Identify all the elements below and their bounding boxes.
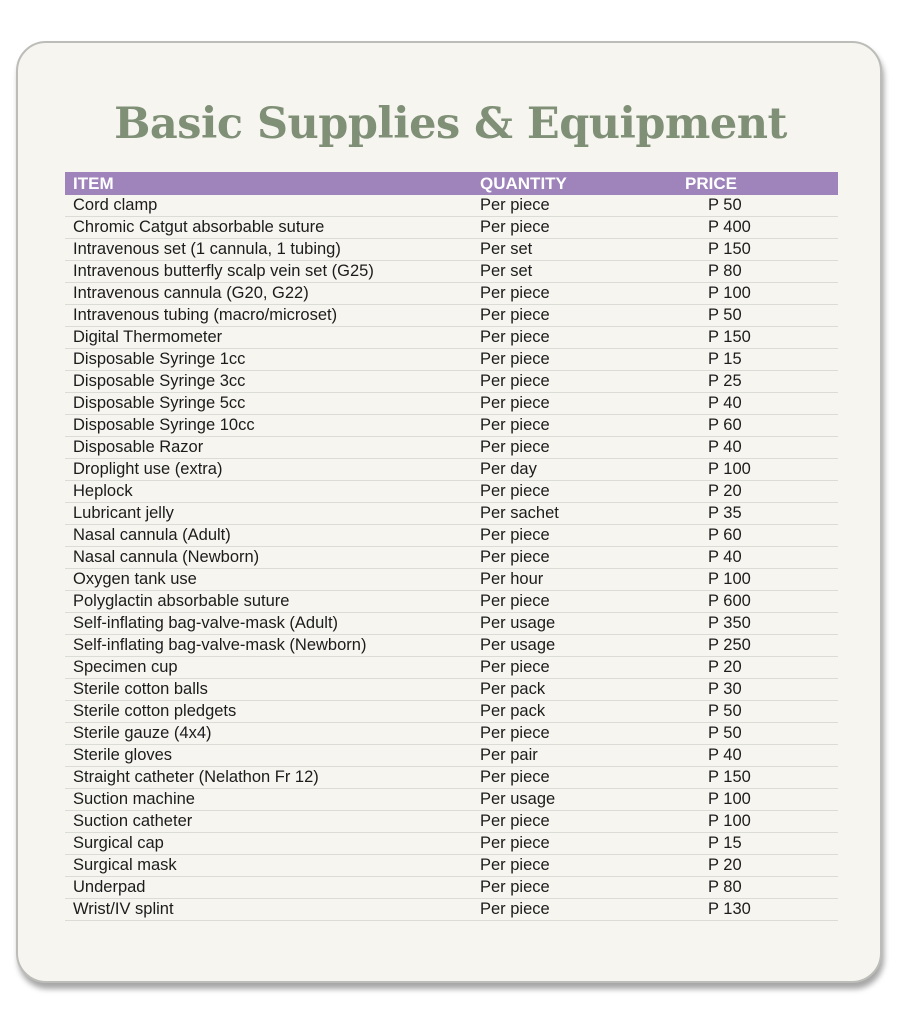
item-cell: Self-inflating bag-valve-mask (Newborn): [65, 635, 473, 657]
item-cell: Intravenous set (1 cannula, 1 tubing): [65, 239, 473, 261]
quantity-cell: Per piece: [473, 547, 684, 569]
price-cell: P 20: [684, 657, 838, 679]
table-row: [65, 217, 838, 239]
item-cell: Surgical mask: [65, 855, 473, 877]
quantity-cell: Per piece: [473, 481, 684, 503]
column-header-quantity: QUANTITY: [473, 172, 684, 195]
table-row: [65, 283, 838, 305]
item-cell: Wrist/IV splint: [65, 899, 473, 921]
price-cell: P 50: [684, 723, 838, 745]
table-row: [65, 547, 838, 569]
quantity-cell: Per piece: [473, 657, 684, 679]
item-cell: Sterile cotton balls: [65, 679, 473, 701]
quantity-cell: Per usage: [473, 635, 684, 657]
table-row: [65, 437, 838, 459]
table-row: [65, 701, 838, 723]
item-cell: Sterile gauze (4x4): [65, 723, 473, 745]
price-cell: P 80: [684, 877, 838, 899]
quantity-cell: Per pack: [473, 701, 684, 723]
price-cell: P 100: [684, 283, 838, 305]
item-cell: Disposable Razor: [65, 437, 473, 459]
table-row: [65, 657, 838, 679]
quantity-cell: Per set: [473, 239, 684, 261]
table-row: [65, 811, 838, 833]
price-cell: P 40: [684, 437, 838, 459]
item-cell: Nasal cannula (Adult): [65, 525, 473, 547]
column-header-item: ITEM: [65, 172, 473, 195]
table-row: [65, 569, 838, 591]
price-cell: P 30: [684, 679, 838, 701]
table-row: [65, 591, 838, 613]
quantity-cell: Per piece: [473, 371, 684, 393]
quantity-cell: Per piece: [473, 349, 684, 371]
item-cell: Surgical cap: [65, 833, 473, 855]
price-cell: P 60: [684, 525, 838, 547]
quantity-cell: Per piece: [473, 723, 684, 745]
quantity-cell: Per piece: [473, 855, 684, 877]
item-cell: Lubricant jelly: [65, 503, 473, 525]
price-cell: P 40: [684, 547, 838, 569]
quantity-cell: Per usage: [473, 613, 684, 635]
table-body: [65, 195, 838, 921]
table-header: [65, 172, 838, 195]
price-cell: P 100: [684, 789, 838, 811]
item-cell: Intravenous cannula (G20, G22): [65, 283, 473, 305]
price-cell: P 60: [684, 415, 838, 437]
price-cell: P 150: [684, 327, 838, 349]
price-cell: P 20: [684, 855, 838, 877]
item-cell: Oxygen tank use: [65, 569, 473, 591]
price-cell: P 100: [684, 459, 838, 481]
item-cell: Intravenous butterfly scalp vein set (G25): [65, 261, 473, 283]
price-cell: P 100: [684, 811, 838, 833]
price-cell: P 20: [684, 481, 838, 503]
table-row: [65, 261, 838, 283]
item-cell: Intravenous tubing (macro/microset): [65, 305, 473, 327]
item-cell: Cord clamp: [65, 195, 473, 217]
table-row: [65, 239, 838, 261]
quantity-cell: Per piece: [473, 811, 684, 833]
quantity-cell: Per piece: [473, 415, 684, 437]
supplies-price-table: [65, 172, 838, 921]
table-row: [65, 481, 838, 503]
table-row: [65, 745, 838, 767]
table-row: [65, 767, 838, 789]
table-row: [65, 789, 838, 811]
price-cell: P 80: [684, 261, 838, 283]
item-cell: Droplight use (extra): [65, 459, 473, 481]
table-row: [65, 899, 838, 921]
item-cell: Underpad: [65, 877, 473, 899]
item-cell: Polyglactin absorbable suture: [65, 591, 473, 613]
quantity-cell: Per piece: [473, 327, 684, 349]
quantity-cell: Per day: [473, 459, 684, 481]
table-row: [65, 723, 838, 745]
table-row: [65, 877, 838, 899]
item-cell: Specimen cup: [65, 657, 473, 679]
quantity-cell: Per set: [473, 261, 684, 283]
quantity-cell: Per piece: [473, 877, 684, 899]
price-cell: P 600: [684, 591, 838, 613]
quantity-cell: Per sachet: [473, 503, 684, 525]
table-row: [65, 305, 838, 327]
table-row: [65, 415, 838, 437]
quantity-cell: Per piece: [473, 833, 684, 855]
price-cell: P 250: [684, 635, 838, 657]
item-cell: Disposable Syringe 5cc: [65, 393, 473, 415]
quantity-cell: Per piece: [473, 195, 684, 217]
price-cell: P 15: [684, 833, 838, 855]
price-cell: P 350: [684, 613, 838, 635]
quantity-cell: Per piece: [473, 305, 684, 327]
price-cell: P 35: [684, 503, 838, 525]
item-cell: Nasal cannula (Newborn): [65, 547, 473, 569]
price-cell: P 150: [684, 767, 838, 789]
price-cell: P 50: [684, 195, 838, 217]
item-cell: Suction catheter: [65, 811, 473, 833]
quantity-cell: Per pack: [473, 679, 684, 701]
item-cell: Straight catheter (Nelathon Fr 12): [65, 767, 473, 789]
item-cell: Disposable Syringe 3cc: [65, 371, 473, 393]
quantity-cell: Per piece: [473, 899, 684, 921]
quantity-cell: Per piece: [473, 591, 684, 613]
table-row: [65, 833, 838, 855]
table-row: [65, 635, 838, 657]
item-cell: Sterile cotton pledgets: [65, 701, 473, 723]
quantity-cell: Per piece: [473, 217, 684, 239]
item-cell: Disposable Syringe 10cc: [65, 415, 473, 437]
quantity-cell: Per piece: [473, 283, 684, 305]
quantity-cell: Per piece: [473, 767, 684, 789]
price-cell: P 15: [684, 349, 838, 371]
item-cell: Chromic Catgut absorbable suture: [65, 217, 473, 239]
item-cell: Suction machine: [65, 789, 473, 811]
table-row: [65, 525, 838, 547]
item-cell: Digital Thermometer: [65, 327, 473, 349]
table-row: [65, 195, 838, 217]
page-title: Basic Supplies & Equipment: [114, 99, 787, 149]
price-cell: P 25: [684, 371, 838, 393]
price-cell: P 100: [684, 569, 838, 591]
item-cell: Sterile gloves: [65, 745, 473, 767]
table-row: [65, 855, 838, 877]
table-row: [65, 393, 838, 415]
table-row: [65, 371, 838, 393]
price-cell: P 40: [684, 393, 838, 415]
price-cell: P 40: [684, 745, 838, 767]
quantity-cell: Per hour: [473, 569, 684, 591]
table-row: [65, 459, 838, 481]
item-cell: Disposable Syringe 1cc: [65, 349, 473, 371]
price-cell: P 150: [684, 239, 838, 261]
header-row: [65, 172, 838, 195]
table-row: [65, 613, 838, 635]
quantity-cell: Per pair: [473, 745, 684, 767]
quantity-cell: Per piece: [473, 525, 684, 547]
quantity-cell: Per usage: [473, 789, 684, 811]
quantity-cell: Per piece: [473, 393, 684, 415]
price-cell: P 50: [684, 701, 838, 723]
price-cell: P 50: [684, 305, 838, 327]
table-row: [65, 327, 838, 349]
table-row: [65, 679, 838, 701]
item-cell: Heplock: [65, 481, 473, 503]
price-cell: P 400: [684, 217, 838, 239]
price-cell: P 130: [684, 899, 838, 921]
table-row: [65, 349, 838, 371]
quantity-cell: Per piece: [473, 437, 684, 459]
table-row: [65, 503, 838, 525]
item-cell: Self-inflating bag-valve-mask (Adult): [65, 613, 473, 635]
column-header-price: PRICE: [684, 172, 838, 195]
